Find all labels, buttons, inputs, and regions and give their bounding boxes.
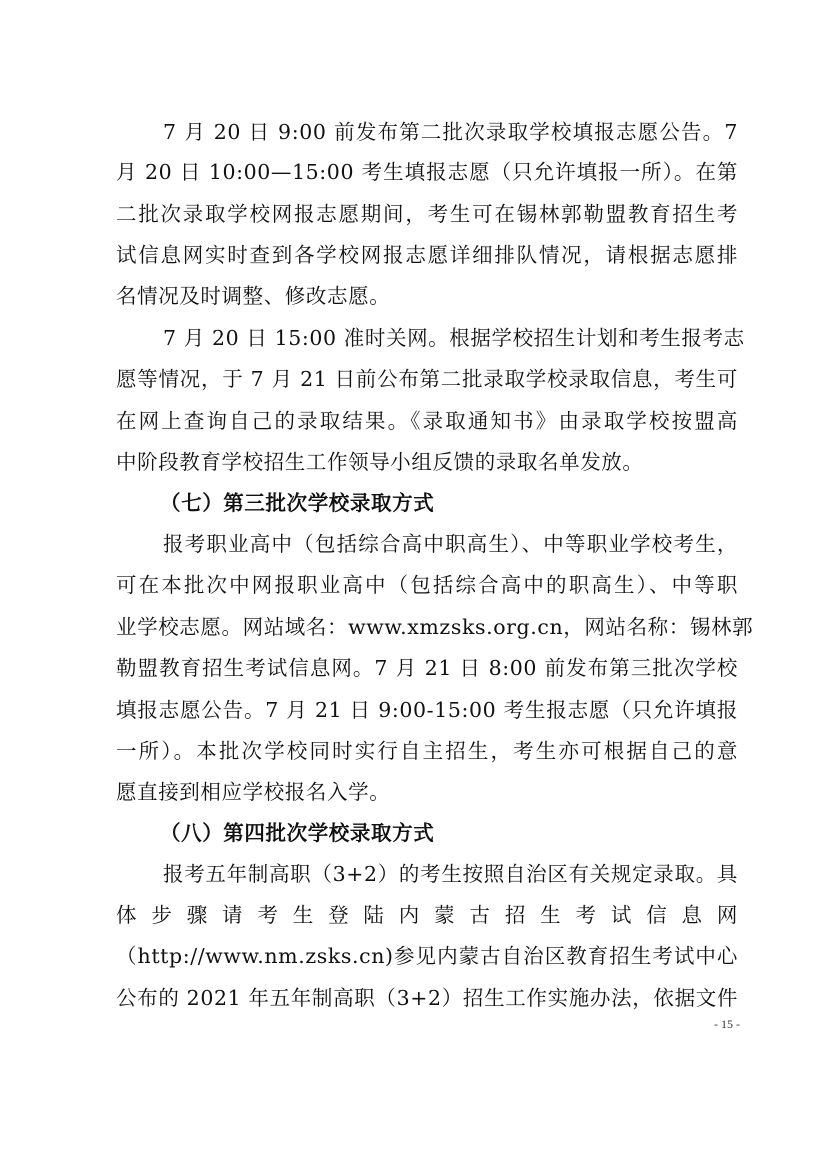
paragraph-line: （http://www.nm.zsks.cn)参见内蒙古自治区教育招生考试中心	[116, 944, 738, 968]
paragraph-line: 二批次录取学校网报志愿期间，考生可在锡林郭勒盟教育招生考	[116, 202, 738, 226]
paragraph-line: 7 月 20 日 15:00 准时关网。根据学校招生计划和考生报考志	[163, 326, 745, 350]
paragraph-line: 一所）。本批次学校同时实行自主招生，考生亦可根据自己的意	[116, 739, 738, 763]
paragraph-line: 业学校志愿。网站域名：www.xmzsks.org.cn，网站名称：锡林郭	[116, 615, 754, 639]
paragraph-line: 勒盟教育招生考试信息网。7 月 21 日 8:00 前发布第三批次学校	[116, 656, 738, 680]
paragraph-line: 报考五年制高职（3+2）的考生按照自治区有关规定录取。具	[163, 862, 738, 886]
paragraph-line: 体 步 骤 请 考 生 登 陆 内 蒙 古 招 生 考 试 信 息 网	[116, 903, 738, 927]
paragraph-line: 可在本批次中网报职业高中（包括综合高中的职高生）、中等职	[116, 573, 738, 597]
paragraph-line: 中阶段教育学校招生工作领导小组反馈的录取名单发放。	[116, 450, 644, 474]
section-heading-7: （七）第三批次学校录取方式	[160, 491, 435, 515]
paragraph-line: 愿直接到相应学校报名入学。	[116, 780, 391, 804]
paragraph-line: 在网上查询自己的录取结果。《录取通知书》由录取学校按盟高	[116, 409, 738, 433]
section-heading-8: （八）第四批次学校录取方式	[160, 821, 435, 845]
paragraph-line: 报考职业高中（包括综合高中职高生）、中等职业学校考生，	[163, 532, 738, 556]
paragraph-line: 试信息网实时查到各学校网报志愿详细排队情况，请根据志愿排	[116, 243, 738, 267]
paragraph-line: 愿等情况，于 7 月 21 日前公布第二批录取学校录取信息，考生可	[116, 367, 738, 391]
paragraph-line: 公布的 2021 年五年制高职（3+2）招生工作实施办法，依据文件	[116, 986, 738, 1010]
paragraph-line: 7 月 20 日 9:00 前发布第二批次录取学校填报志愿公告。7	[163, 120, 738, 144]
paragraph-line: 填报志愿公告。7 月 21 日 9:00-15:00 考生报志愿（只允许填报	[116, 698, 738, 722]
paragraph-line: 月 20 日 10:00—15:00 考生填报志愿（只允许填报一所）。在第	[116, 160, 738, 184]
page-number: - 15 -	[714, 1017, 740, 1031]
paragraph-line: 名情况及时调整、修改志愿。	[116, 284, 391, 308]
